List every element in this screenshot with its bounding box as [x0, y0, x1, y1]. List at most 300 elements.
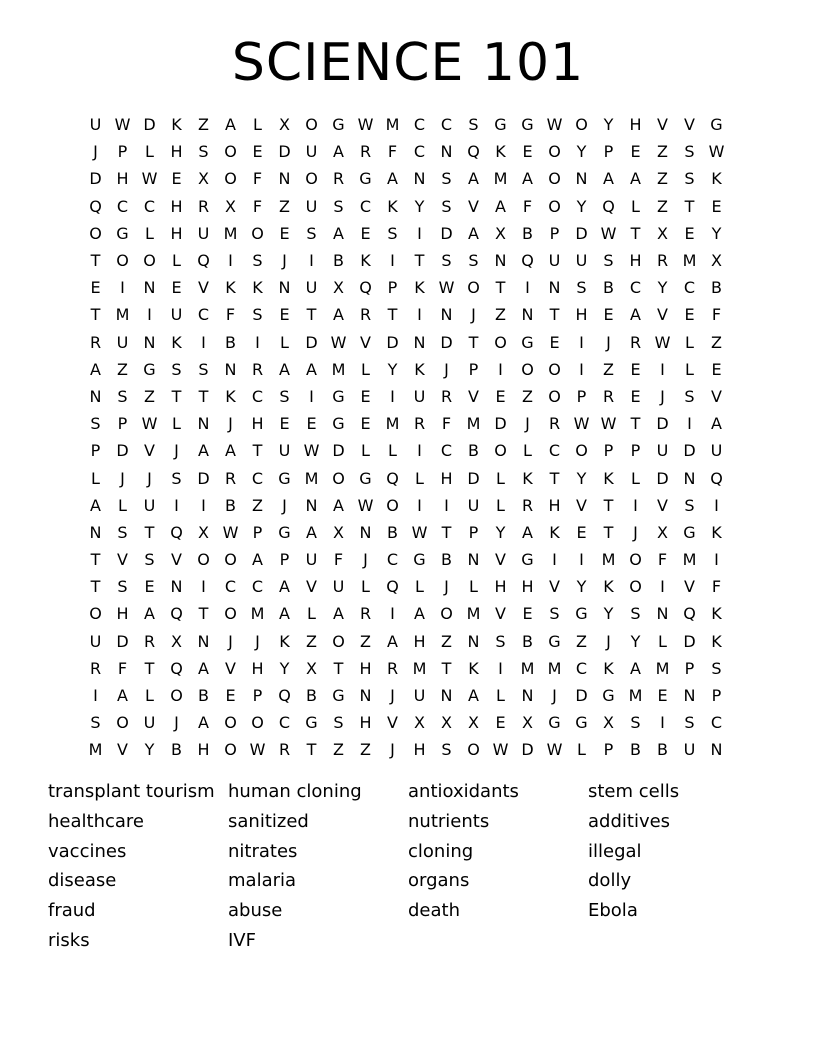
grid-letter: I — [633, 495, 638, 515]
grid-letter: T — [495, 278, 506, 298]
grid-letter: S — [144, 550, 155, 570]
grid-row — [82, 736, 730, 763]
grid-letter: G — [548, 631, 561, 651]
grid-letter: O — [197, 550, 210, 570]
grid-letter: K — [603, 577, 614, 597]
grid-letter: C — [575, 658, 588, 678]
grid-letter: L — [388, 441, 397, 461]
grid-letter: T — [144, 658, 155, 678]
grid-letter: D — [197, 468, 210, 488]
grid-letter: H — [629, 251, 642, 271]
grid-letter: B — [306, 686, 317, 706]
grid-letter: V — [549, 577, 560, 597]
grid-letter: Q — [386, 577, 399, 597]
grid-letter: U — [467, 495, 480, 515]
grid-letter: K — [279, 631, 290, 651]
word-list-item: human cloning — [228, 781, 362, 802]
grid-letter: S — [684, 169, 695, 189]
grid-letter: R — [197, 196, 210, 216]
grid-letter: T — [90, 305, 101, 325]
grid-letter: N — [521, 686, 534, 706]
grid-letter: D — [278, 142, 291, 162]
grid-letter: V — [144, 441, 155, 461]
grid-letter: W — [222, 522, 239, 542]
word-list-item: stem cells — [588, 781, 680, 802]
grid-letter: D — [305, 332, 318, 352]
grid-letter: G — [305, 713, 318, 733]
grid-letter: H — [629, 115, 642, 135]
grid-letter: R — [359, 604, 372, 624]
grid-letter: O — [89, 223, 102, 243]
grid-letter: Q — [683, 604, 696, 624]
page-title: SCIENCE 101 — [231, 33, 585, 93]
grid-letter: O — [575, 115, 588, 135]
grid-letter: V — [684, 115, 695, 135]
grid-letter: R — [548, 414, 561, 434]
grid-letter: A — [333, 305, 344, 325]
grid-letter: E — [603, 305, 614, 325]
grid-letter: C — [548, 441, 561, 461]
grid-letter: G — [332, 686, 345, 706]
grid-letter: N — [89, 386, 102, 406]
grid-letter: W — [411, 522, 428, 542]
grid-letter: J — [390, 740, 395, 760]
grid-row — [82, 193, 730, 220]
grid-letter: F — [252, 196, 263, 216]
grid-letter: F — [711, 577, 722, 597]
grid-letter: S — [306, 223, 317, 243]
grid-letter: S — [252, 305, 263, 325]
grid-letter: M — [493, 169, 508, 189]
grid-letter: V — [387, 713, 398, 733]
grid-letter: N — [440, 305, 453, 325]
grid-letter: A — [198, 658, 209, 678]
grid-letter: O — [629, 550, 642, 570]
grid-letter: L — [307, 604, 316, 624]
grid-row — [82, 274, 730, 301]
grid-letter: N — [683, 686, 696, 706]
grid-letter: T — [306, 740, 317, 760]
grid-letter: P — [252, 686, 263, 706]
grid-letter: R — [413, 414, 426, 434]
grid-letter: Q — [386, 468, 399, 488]
grid-letter: I — [201, 577, 206, 597]
grid-letter: E — [279, 414, 290, 434]
grid-letter: X — [414, 713, 425, 733]
grid-letter: S — [387, 223, 398, 243]
grid-letter: X — [225, 196, 236, 216]
grid-letter: E — [630, 386, 641, 406]
grid-letter: Z — [198, 115, 209, 135]
grid-letter: U — [89, 631, 102, 651]
grid-letter: M — [304, 468, 319, 488]
grid-letter: W — [438, 278, 455, 298]
grid-letter: Z — [306, 631, 317, 651]
grid-letter: K — [549, 522, 560, 542]
word-list-item: disease — [48, 870, 117, 892]
grid-letter: A — [468, 223, 479, 243]
grid-letter: F — [117, 658, 128, 678]
grid-letter: D — [440, 223, 453, 243]
grid-row — [82, 138, 730, 165]
grid-letter: A — [414, 604, 425, 624]
grid-letter: A — [279, 359, 290, 379]
grid-letter: E — [90, 278, 101, 298]
grid-letter: G — [548, 713, 561, 733]
grid-row — [82, 628, 730, 655]
grid-letter: X — [522, 713, 533, 733]
grid-letter: O — [305, 169, 318, 189]
grid-letter: J — [147, 468, 152, 488]
grid-letter: R — [629, 332, 642, 352]
grid-letter: G — [116, 223, 129, 243]
grid-letter: E — [711, 196, 722, 216]
grid-letter: S — [684, 495, 695, 515]
grid-letter: M — [385, 115, 400, 135]
grid-letter: O — [548, 142, 561, 162]
grid-letter: L — [91, 468, 100, 488]
grid-letter: D — [386, 332, 399, 352]
grid-letter: E — [360, 223, 371, 243]
grid-letter: O — [224, 604, 237, 624]
grid-letter: J — [282, 251, 287, 271]
grid-letter: O — [521, 359, 534, 379]
grid-letter: S — [198, 142, 209, 162]
grid-letter: Y — [576, 577, 587, 597]
grid-letter: O — [116, 713, 129, 733]
grid-letter: E — [306, 414, 317, 434]
grid-letter: J — [363, 550, 368, 570]
grid-letter: J — [633, 522, 638, 542]
grid-letter: P — [90, 441, 101, 461]
grid-letter: G — [494, 115, 507, 135]
grid-row — [82, 464, 730, 491]
grid-letter: G — [332, 414, 345, 434]
grid-letter: Y — [603, 115, 614, 135]
grid-letter: I — [255, 332, 260, 352]
grid-letter: S — [171, 359, 182, 379]
grid-letter: W — [303, 441, 320, 461]
grid-letter: A — [252, 550, 263, 570]
grid-letter: R — [89, 658, 102, 678]
grid-letter: P — [603, 740, 614, 760]
grid-letter: D — [575, 223, 588, 243]
grid-letter: O — [548, 169, 561, 189]
grid-letter: M — [682, 251, 697, 271]
grid-letter: H — [170, 223, 183, 243]
grid-letter: Z — [360, 631, 371, 651]
grid-letter: Z — [441, 631, 452, 651]
grid-letter: A — [333, 142, 344, 162]
grid-letter: O — [170, 686, 183, 706]
word-list-item: healthcare — [48, 810, 144, 832]
grid-letter: A — [306, 522, 317, 542]
grid-letter: Y — [603, 604, 614, 624]
grid-letter: H — [359, 658, 372, 678]
grid-letter: A — [90, 495, 101, 515]
grid-letter: I — [93, 686, 98, 706]
grid-letter: F — [387, 142, 398, 162]
grid-letter: Q — [197, 251, 210, 271]
grid-letter: S — [198, 359, 209, 379]
grid-letter: S — [333, 196, 344, 216]
grid-letter: W — [330, 332, 347, 352]
grid-letter: M — [223, 223, 238, 243]
grid-letter: H — [521, 577, 534, 597]
grid-letter: X — [657, 522, 668, 542]
grid-row — [82, 437, 730, 464]
grid-letter: D — [332, 441, 345, 461]
grid-letter: S — [711, 658, 722, 678]
grid-letter: R — [602, 386, 615, 406]
grid-letter: H — [413, 740, 426, 760]
grid-letter: A — [225, 115, 236, 135]
grid-letter: U — [413, 686, 426, 706]
grid-letter: J — [390, 686, 395, 706]
grid-letter: C — [251, 577, 264, 597]
grid-letter: S — [117, 577, 128, 597]
word-list-item: additives — [588, 810, 671, 832]
grid-letter: E — [495, 386, 506, 406]
grid-letter: A — [387, 169, 398, 189]
grid-letter: O — [116, 251, 129, 271]
grid-letter: N — [278, 278, 291, 298]
grid-letter: L — [172, 414, 181, 434]
grid-letter: A — [279, 577, 290, 597]
grid-letter: P — [117, 142, 128, 162]
grid-row — [82, 111, 730, 138]
grid-letter: S — [171, 468, 182, 488]
grid-letter: I — [390, 386, 395, 406]
grid-letter: L — [496, 468, 505, 488]
grid-letter: I — [201, 332, 206, 352]
grid-letter: B — [225, 332, 236, 352]
grid-letter: J — [444, 359, 449, 379]
grid-letter: H — [116, 169, 129, 189]
grid-letter: L — [658, 631, 667, 651]
grid-letter: Z — [603, 359, 614, 379]
grid-letter: V — [198, 278, 209, 298]
grid-letter: Z — [144, 386, 155, 406]
grid-letter: M — [547, 658, 562, 678]
grid-letter: G — [521, 550, 534, 570]
grid-letter: A — [630, 169, 641, 189]
grid-letter: K — [603, 468, 614, 488]
grid-letter: A — [630, 305, 641, 325]
grid-letter: O — [251, 223, 264, 243]
grid-letter: Q — [170, 658, 183, 678]
grid-letter: J — [525, 414, 530, 434]
grid-letter: E — [279, 305, 290, 325]
grid-letter: W — [141, 169, 158, 189]
grid-letter: K — [468, 658, 479, 678]
grid-letter: W — [573, 414, 590, 434]
grid-letter: U — [656, 441, 669, 461]
grid-letter: D — [116, 441, 129, 461]
grid-letter: N — [143, 332, 156, 352]
grid-letter: C — [413, 115, 426, 135]
grid-letter: C — [710, 713, 723, 733]
word-list-item: illegal — [588, 840, 642, 862]
grid-letter: P — [252, 522, 263, 542]
word-list-item: sanitized — [228, 810, 309, 832]
grid-letter: X — [333, 278, 344, 298]
grid-letter: S — [549, 604, 560, 624]
grid-letter: O — [251, 713, 264, 733]
grid-letter: J — [174, 441, 179, 461]
grid-letter: U — [305, 550, 318, 570]
grid-letter: C — [359, 196, 372, 216]
grid-letter: W — [141, 414, 158, 434]
grid-letter: H — [413, 631, 426, 651]
grid-letter: U — [683, 740, 696, 760]
grid-letter: R — [278, 740, 291, 760]
grid-letter: G — [143, 359, 156, 379]
grid-letter: N — [575, 169, 588, 189]
grid-letter: H — [170, 142, 183, 162]
grid-letter: T — [549, 305, 560, 325]
grid-letter: W — [492, 740, 509, 760]
grid-letter: D — [683, 631, 696, 651]
grid-letter: Z — [657, 169, 668, 189]
grid-letter: E — [252, 142, 263, 162]
grid-letter: H — [170, 196, 183, 216]
grid-letter: U — [332, 577, 345, 597]
grid-letter: Q — [521, 251, 534, 271]
grid-letter: B — [657, 740, 668, 760]
grid-letter: K — [711, 169, 722, 189]
grid-letter: A — [522, 169, 533, 189]
grid-letter: N — [413, 169, 426, 189]
grid-letter: B — [522, 223, 533, 243]
grid-letter: V — [495, 550, 506, 570]
grid-row — [82, 329, 730, 356]
grid-letter: K — [495, 142, 506, 162]
grid-letter: I — [390, 604, 395, 624]
grid-letter: C — [629, 278, 642, 298]
grid-letter: U — [143, 495, 156, 515]
grid-letter: P — [684, 658, 695, 678]
grid-letter: K — [711, 604, 722, 624]
grid-letter: I — [147, 305, 152, 325]
grid-letter: V — [657, 495, 668, 515]
grid-letter: A — [468, 169, 479, 189]
grid-letter: N — [197, 631, 210, 651]
grid-letter: L — [631, 468, 640, 488]
grid-letter: O — [494, 332, 507, 352]
grid-letter: O — [224, 142, 237, 162]
grid-letter: K — [225, 386, 236, 406]
grid-letter: O — [332, 631, 345, 651]
grid-row — [82, 220, 730, 247]
grid-letter: D — [440, 332, 453, 352]
grid-letter: I — [714, 550, 719, 570]
grid-letter: V — [117, 740, 128, 760]
grid-letter: B — [522, 631, 533, 651]
grid-letter: C — [386, 550, 399, 570]
grid-letter: K — [171, 332, 182, 352]
grid-letter: M — [628, 686, 643, 706]
grid-letter: H — [494, 577, 507, 597]
grid-letter: P — [387, 278, 398, 298]
grid-letter: G — [332, 386, 345, 406]
grid-letter: M — [412, 658, 427, 678]
grid-row — [82, 356, 730, 383]
grid-letter: Q — [170, 522, 183, 542]
grid-letter: V — [225, 658, 236, 678]
grid-letter: C — [251, 386, 264, 406]
grid-letter: E — [279, 223, 290, 243]
grid-letter: M — [466, 604, 481, 624]
grid-letter: F — [252, 169, 263, 189]
grid-letter: G — [575, 713, 588, 733]
grid-letter: L — [172, 251, 181, 271]
grid-letter: T — [198, 604, 209, 624]
grid-letter: J — [606, 631, 611, 651]
grid-letter: S — [684, 713, 695, 733]
grid-letter: G — [683, 522, 696, 542]
grid-letter: D — [683, 441, 696, 461]
word-list-item: antioxidants — [408, 781, 519, 802]
grid-letter: T — [198, 386, 209, 406]
grid-letter: I — [201, 495, 206, 515]
grid-letter: E — [630, 359, 641, 379]
grid-letter: E — [144, 577, 155, 597]
grid-letter: R — [89, 332, 102, 352]
grid-letter: D — [656, 468, 669, 488]
grid-letter: T — [684, 196, 695, 216]
grid-letter: X — [495, 223, 506, 243]
grid-letter: N — [494, 251, 507, 271]
grid-letter: S — [468, 251, 479, 271]
grid-letter: T — [306, 305, 317, 325]
grid-letter: W — [357, 115, 374, 135]
grid-letter: O — [224, 169, 237, 189]
grid-letter: A — [198, 441, 209, 461]
grid-letter: B — [333, 251, 344, 271]
word-list-item: vaccines — [48, 840, 127, 862]
grid-letter: N — [278, 169, 291, 189]
grid-row — [82, 709, 730, 736]
grid-letter: T — [144, 522, 155, 542]
grid-letter: X — [333, 522, 344, 542]
grid-letter: L — [415, 577, 424, 597]
grid-letter: Z — [252, 495, 263, 515]
grid-letter: Y — [279, 658, 290, 678]
grid-letter: G — [332, 115, 345, 135]
grid-letter: V — [576, 495, 587, 515]
grid-letter: J — [282, 495, 287, 515]
grid-letter: L — [469, 577, 478, 597]
grid-letter: L — [361, 577, 370, 597]
grid-letter: I — [498, 658, 503, 678]
grid-letter: T — [603, 522, 614, 542]
grid-letter: O — [575, 441, 588, 461]
grid-letter: P — [468, 522, 479, 542]
grid-letter: T — [90, 550, 101, 570]
grid-letter: S — [468, 115, 479, 135]
grid-letter: Y — [387, 359, 398, 379]
grid-letter: J — [93, 142, 98, 162]
grid-letter: C — [116, 196, 129, 216]
grid-letter: U — [116, 332, 129, 352]
grid-letter: O — [386, 495, 399, 515]
grid-letter: V — [468, 196, 479, 216]
grid-letter: W — [249, 740, 266, 760]
grid-letter: U — [143, 713, 156, 733]
grid-letter: O — [494, 441, 507, 461]
grid-letter: J — [606, 332, 611, 352]
